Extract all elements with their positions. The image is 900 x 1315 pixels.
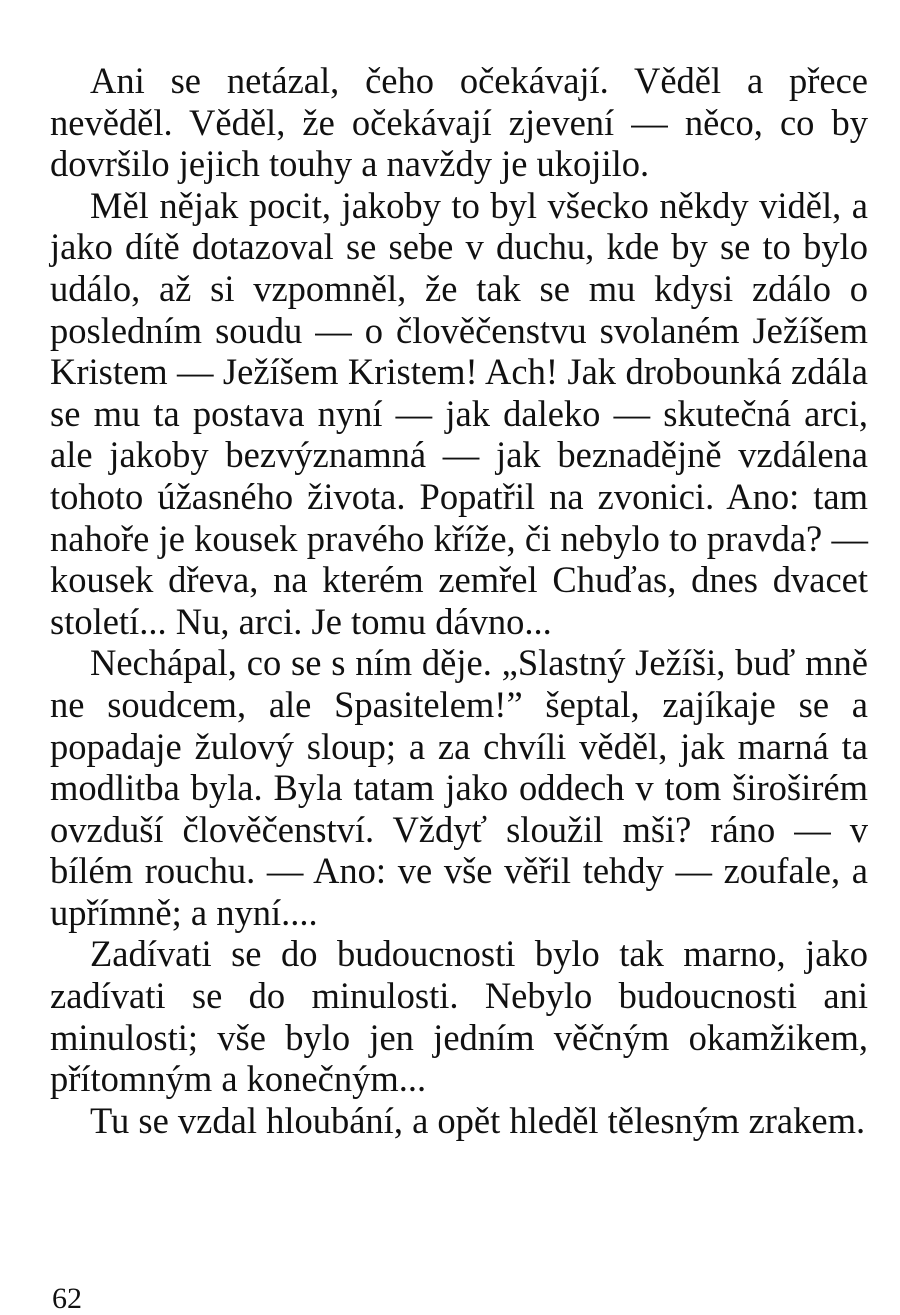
page-text — [50, 60, 868, 1141]
page-number: 62 — [52, 1282, 82, 1315]
paragraph-3: Nechápal, co se s ním děje. „Slastný Ježíši, buď mně ne soudcem, ale Spasitelem!” šeptal, zajíkaje se a popadaje žulový sloup; a za chvíli věděl, jak marná ta modlitba byla. Byla tatam jako oddech v tom široširém ovzduší člověčenství. Vždyť sloužil mši? ráno — v bílém rouchu. — Ano: ve vše věřil tehdy — zoufale, a upřímně; a nyní.... — [50, 642, 868, 933]
paragraph-4: Zadívati se do budoucnosti bylo tak marno, jako zadívati se do minulosti. Nebylo budoucnosti ani minulosti; vše bylo jen jedním věčným okamžikem, přítomným a konečným... — [50, 933, 868, 1100]
paragraph-5: Tu se vzdal hloubání, a opět hleděl tělesným zrakem. — [90, 1099, 866, 1141]
paragraph-1: Ani se netázal, čeho očekávají. Věděl a přece nevěděl. Věděl, že očekávají zjevení — něco, co by dovršilo jejich touhy a navždy je ukojilo. — [50, 60, 868, 185]
paragraph-2: Měl nějak pocit, jakoby to byl všecko někdy viděl, a jako dítě dotazoval se sebe v duchu, kde by se to bylo událo, až si vzpomněl, že tak se mu kdysi zdálo o posledním soudu — o člověčenstvu svolaném Ježíšem Kristem — Ježíšem Kristem! Ach! Jak drobounká zdála se mu ta postava nyní — jak daleko — skutečná arci, ale jakoby bezvýznamná — jak beznadějně vzdálena tohoto úžasného života. Popatřil na zvonici. Ano: tam nahoře je kousek pravého kříže, či nebylo to pravda? — kousek dřeva, na kterém zemřel Chuďas, dnes dvacet století... Nu, arci. Je tomu dávno... — [50, 184, 868, 642]
